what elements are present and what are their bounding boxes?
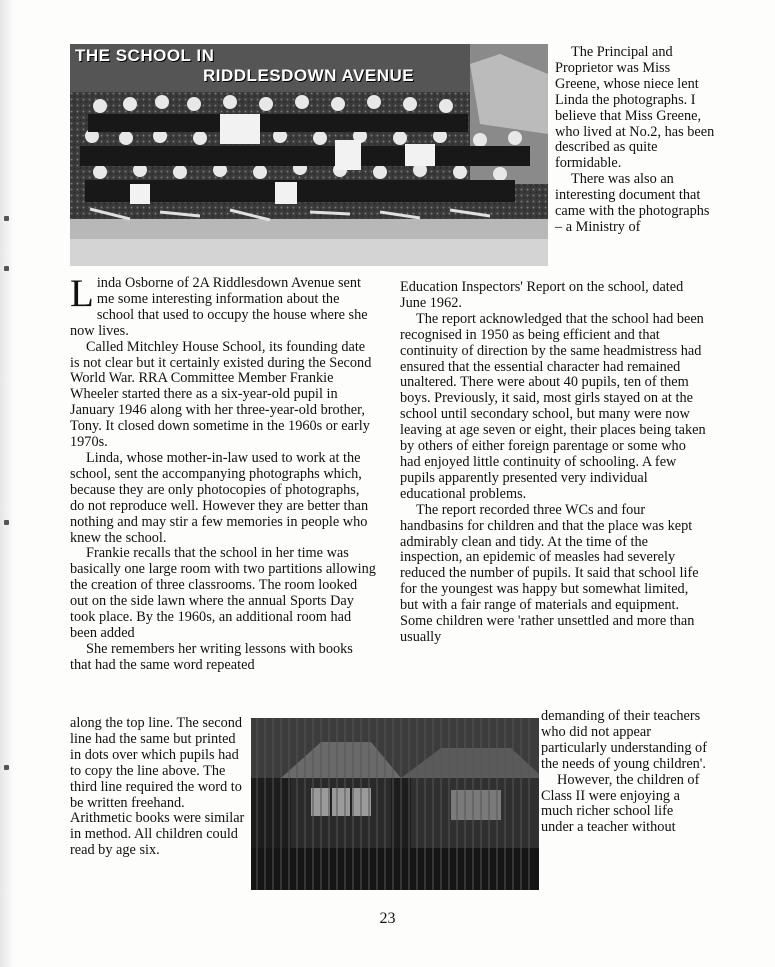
paragraph: along the top line. The second line had the same but printed in dots over which pupils had to copy the line above. The third line required the word to be written freehand. Arithmetic books were similar in method. All children could read by age six.: [70, 715, 245, 859]
paragraph: Education Inspectors' Report on the school, dated June 1962.: [400, 279, 684, 311]
drop-cap: L: [70, 272, 94, 315]
right-column: [400, 280, 710, 646]
paragraph: The report recorded three WCs and four handbasins for children and that the place was kept admirably clean and tidy. At the time of the inspection, an epidemic of measles had severely reduced the number of pupils. It said that school life for the youngest was happy but somewhat limited, but with a fair range of materials and equipment. Some children were 'rather unsettled and more than usually: [400, 501, 699, 645]
binding-mark: [4, 520, 9, 525]
paragraph: However, the children of Class II were enjoying a much richer school life under a teacher without: [541, 771, 700, 836]
paragraph: There was also an interesting document that came with the photographs – a Ministry of: [555, 171, 710, 235]
paragraph: She remembers her writing lessons with books that had the same word repeated: [70, 640, 353, 673]
photo-title-line-2: RIDDLESDOWN AVENUE: [203, 66, 415, 85]
paragraph: [70, 272, 376, 340]
school-house-photo: [251, 718, 539, 890]
binding-mark: [4, 266, 9, 271]
binding-mark: [4, 765, 9, 770]
paragraph: Frankie recalls that the school in her time was basically one large room with two partitions allowing the creation of three classrooms. The room looked out on the side lawn where the annual Sports Day took place. By the 1960s, an additional room had been added: [70, 545, 376, 641]
page-edge-shadow: [0, 0, 14, 967]
paragraph: The report acknowledged that the school had been recognised in 1950 as being efficient and that continuity of direction by the same headmistress had ensured that the essential character had remained unaltered. There were about 40 pupils, ten of them boys. Previously, it said, most girls stayed on at the school until secondary school, but many were now leaving at age seven or eight, their places being taken by others of either foreign parentage or some who had enjoyed little continuity of schooling. A few pupils apparently presented very individual educational problems.: [400, 310, 706, 502]
right-column-continued: [541, 709, 709, 836]
paragraph: The Principal and Proprietor was Miss Greene, whose niece lent Linda the photographs. I believe that Miss Greene, who lived at No.2, has been described as quite formidable.: [555, 44, 715, 172]
paragraph: Called Mitchley House School, its founding date is not clear but it certainly existed during the Second World War. RRA Committee Member Frankie Wheeler started there as a six-year-old pupil in January 1946 along with her three-year-old brother, Tony. It closed down sometime in the 1960s or early 1970s.: [70, 338, 372, 451]
photo-title-line-1: THE SCHOOL IN: [75, 46, 215, 65]
binding-mark: [4, 216, 9, 221]
school-group-photo: [70, 44, 548, 266]
right-column-top: [555, 45, 715, 236]
paragraph: demanding of their teachers who did not appear particularly understanding of the needs of young children'.: [541, 708, 707, 772]
paragraph-text: inda Osborne of 2A Riddlesdown Avenue sent me some interesting information about the school that used to occupy the house where she now lives.: [70, 275, 368, 339]
left-column-continued: [70, 716, 248, 859]
left-column: [70, 272, 376, 674]
paragraph: Linda, whose mother-in-law used to work at the school, sent the accompanying photographs which, because they are only photocopies of photographs, do not reproduce well. However they are better than nothing and may stir a few memories in people who knew the school.: [70, 449, 369, 546]
house-photo-image: [251, 718, 539, 890]
page-number: 23: [379, 910, 396, 927]
